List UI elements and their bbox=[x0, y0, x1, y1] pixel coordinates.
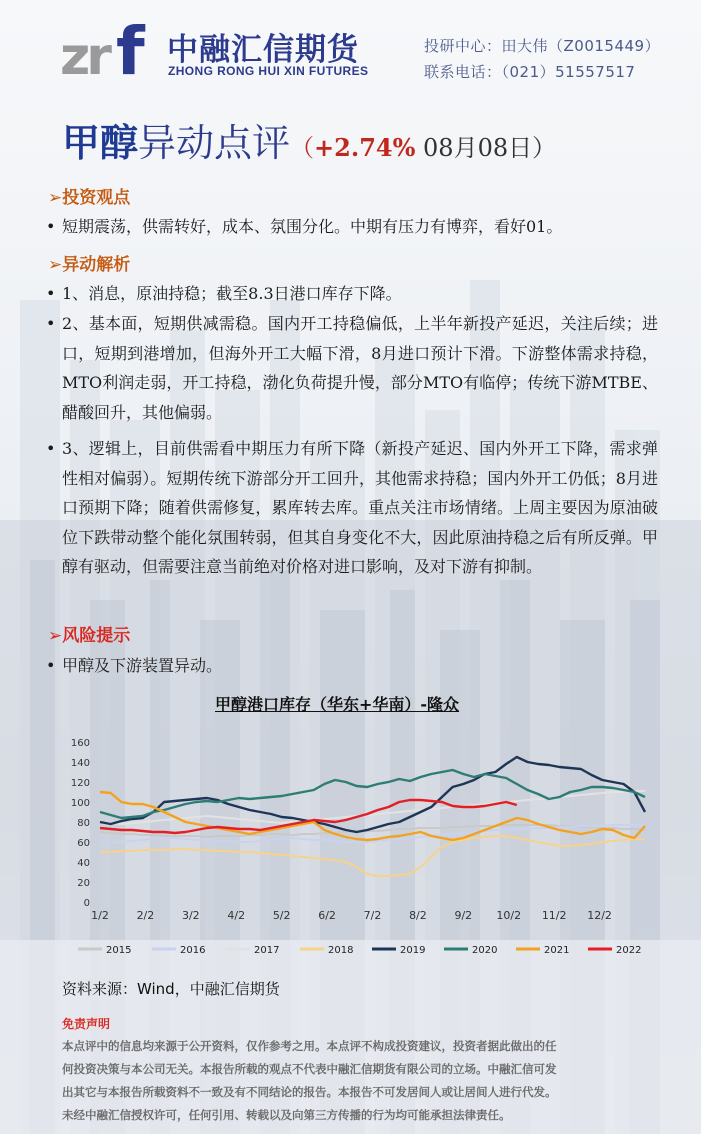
legend-label: 2021 bbox=[544, 945, 570, 956]
bullet-text: 3、逻辑上，目前供需看中期压力有所下降（新投产延迟、国内外开工下降，需求弹性相对偏弱）。短期传统下游部分开工回升，其他需求持稳；国内外开工仍低；8月进口预期下降；随着供需修复，累库转去库。重点关注市场情绪。上周主要因为原油破位下跌带动整个能化氛围转弱，但其自身变化不大，因此原油持稳之后有所反弹。甲醇有驱动，但需要注意当前绝对价格对进口影响，及对下游有抑制。 bbox=[62, 439, 658, 576]
x-tick-label: 4/2 bbox=[227, 909, 246, 922]
y-tick-label: 20 bbox=[77, 878, 90, 889]
list-item bbox=[46, 279, 658, 309]
section-investment-view bbox=[48, 183, 130, 208]
legend-label: 2020 bbox=[472, 945, 498, 956]
arrow-icon: ➢ bbox=[48, 255, 63, 275]
y-tick-label: 120 bbox=[70, 778, 90, 789]
section-title: 投资观点 bbox=[62, 188, 131, 208]
legend-label: 2022 bbox=[616, 945, 642, 956]
company-logo bbox=[60, 14, 160, 80]
page-title bbox=[62, 112, 556, 167]
x-tick-label: 5/2 bbox=[272, 909, 291, 922]
x-tick-label: 2/2 bbox=[136, 909, 155, 922]
bullet-text: 甲醇及下游装置异动。 bbox=[62, 656, 223, 675]
y-tick-label: 80 bbox=[77, 818, 90, 829]
list-item bbox=[46, 212, 658, 242]
arrow-icon: ➢ bbox=[48, 188, 63, 208]
x-tick-label: 7/2 bbox=[363, 909, 382, 922]
x-tick-label: 8/2 bbox=[409, 909, 427, 922]
bullet-text: 1、消息，原油持稳；截至8.3日港口库存下降。 bbox=[62, 284, 402, 303]
y-tick-label: 140 bbox=[70, 758, 90, 769]
x-tick-label: 9/2 bbox=[454, 909, 473, 922]
x-tick-label: 1/2 bbox=[91, 909, 109, 922]
data-source: 资料来源：Wind，中融汇信期货 bbox=[62, 980, 280, 998]
disclaimer-line: 未经中融汇信授权许可，任何引用、转载以及向第三方传播的行为均可能承担法律责任。 bbox=[62, 1108, 511, 1122]
bullet-icon: • bbox=[46, 217, 56, 236]
y-tick-label: 0 bbox=[83, 898, 90, 909]
y-tick-label: 100 bbox=[70, 798, 90, 809]
bullet-text: 短期震荡，供需转好，成本、氛围分化。中期有压力有博弈，看好01。 bbox=[62, 217, 563, 236]
disclaimer-line: 本点评中的信息均来源于公开资料，仅作参考之用。本点评不构成投资建议，投资者据此做出的任 bbox=[62, 1039, 557, 1053]
list-item bbox=[46, 434, 658, 582]
list-item bbox=[46, 309, 658, 427]
bullet-icon: • bbox=[46, 656, 56, 675]
bullet-text: 2、基本面，短期供减需稳。国内开工持稳偏低，上半年新投产延迟，关注后续；进口，短期到港增加，但海外开工大幅下滑，8月进口预计下滑。下游整体需求持稳，MTO利润走弱，开工持稳，渤化负荷提升慢，部分MTO有临停；传统下游MTBE、醋酸回升，其他偏弱。 bbox=[62, 314, 658, 422]
title-change: +2.74% bbox=[314, 133, 416, 162]
x-tick-label: 3/2 bbox=[181, 909, 200, 922]
disclaimer-line: 出其它与本报告所载资料不一致及有不同结论的报告。本报告不可发居间人或让居间人进行代发。 bbox=[62, 1085, 557, 1099]
section-risk-warning bbox=[48, 621, 130, 646]
bullet-icon: • bbox=[46, 439, 56, 458]
phone-contact: 联系电话：（021）51557517 bbox=[424, 63, 636, 81]
y-tick-label: 160 bbox=[70, 738, 90, 749]
bullet-icon: • bbox=[46, 284, 56, 303]
list-item bbox=[46, 651, 658, 681]
inventory-line-chart bbox=[60, 722, 660, 967]
title-product: 甲醇 bbox=[62, 121, 139, 165]
company-name-en: ZHONG RONG HUI XIN FUTURES bbox=[168, 64, 369, 78]
legend-label: 2016 bbox=[180, 945, 206, 956]
arrow-icon: ➢ bbox=[48, 626, 63, 646]
title-open-paren: （ bbox=[290, 134, 315, 162]
svg-text:f: f bbox=[116, 14, 145, 80]
legend-label: 2018 bbox=[328, 945, 354, 956]
disclaimer-title: 免责声明 bbox=[62, 1017, 111, 1031]
company-name-cn: 中融汇信期货 bbox=[167, 32, 359, 68]
legend-label: 2019 bbox=[400, 945, 426, 956]
x-tick-label: 6/2 bbox=[318, 909, 336, 922]
bullet-icon: • bbox=[46, 314, 56, 333]
y-tick-label: 40 bbox=[77, 858, 90, 869]
y-tick-label: 60 bbox=[77, 838, 90, 849]
title-type: 异动点评 bbox=[138, 121, 291, 165]
x-tick-label: 10/2 bbox=[496, 909, 522, 922]
research-contact: 投研中心：田大伟（Z0015449） bbox=[424, 37, 661, 55]
disclaimer-line: 何投资决策与本公司无关。本报告所载的观点不代表中融汇信期货有限公司的立场。中融汇信可发 bbox=[62, 1062, 557, 1076]
section-anomaly-analysis bbox=[48, 250, 130, 275]
section-title: 异动解析 bbox=[62, 255, 131, 275]
section-title: 风险提示 bbox=[62, 626, 131, 646]
title-date: 08月08日） bbox=[415, 134, 557, 162]
svg-text:zr: zr bbox=[60, 27, 108, 80]
legend-label: 2017 bbox=[254, 945, 280, 956]
x-tick-label: 11/2 bbox=[541, 909, 567, 922]
x-tick-label: 12/2 bbox=[587, 909, 612, 922]
chart-title: 甲醇港口库存（华东+华南）-隆众 bbox=[215, 695, 460, 714]
legend-label: 2015 bbox=[106, 945, 132, 956]
